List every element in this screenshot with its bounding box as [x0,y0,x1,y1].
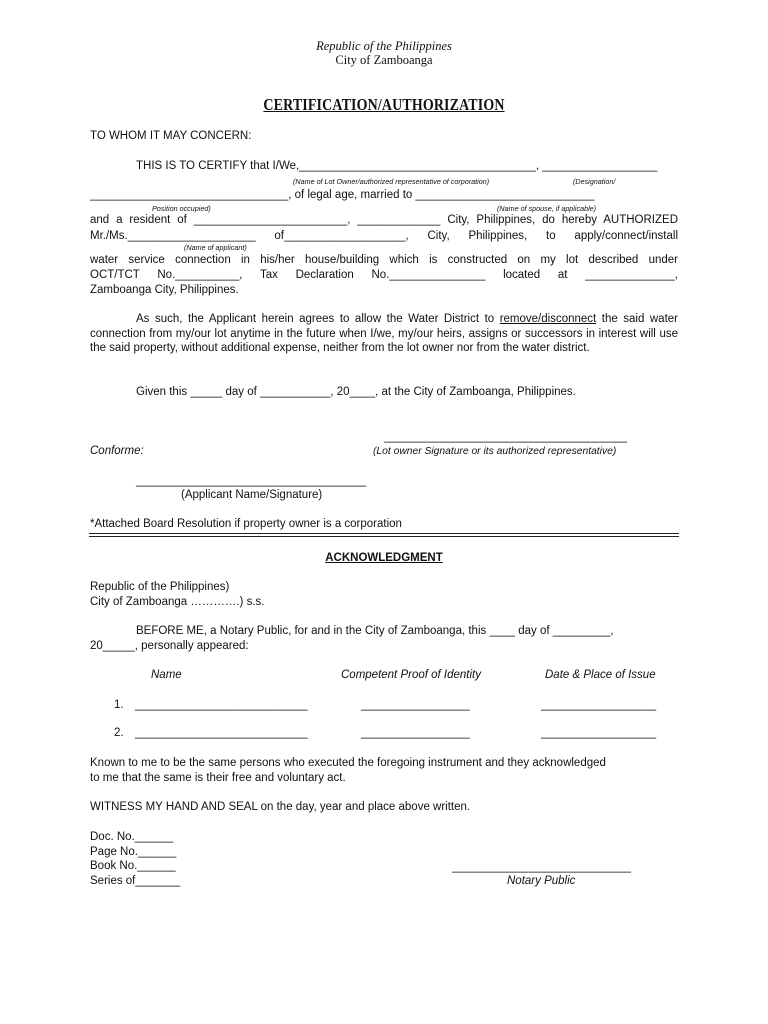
note-lot-owner: (Name of Lot Owner/authorized representative of corporation) [293,177,490,186]
notary-signature-line: ____________________________ [452,861,632,873]
divider-top [89,533,679,534]
column-proof-of-identity: Competent Proof of Identity [341,669,481,681]
certify-line-3: and a resident of ________________________, _____________ City, Philippines, do hereby AUTHORIZED [90,214,678,226]
agreement-text-1: As such, the Applicant herein agrees to allow the Water District to [136,313,500,325]
row-1-proof: _________________ [361,699,470,711]
agreement-remove-disconnect: remove/disconnect [499,313,597,325]
note-applicant: (Name of applicant) [184,243,247,252]
ack-city: City of Zamboanga ………….) s.s. [90,596,265,608]
document-title: CERTIFICATION/AUTHORIZATION [263,95,505,114]
row-1-name: ___________________________ [135,699,308,711]
page-no: Page No.______ [90,846,177,858]
certify-line-2: _______________________________, of legal age, married to ____________________________ [90,189,595,201]
certify-line-7: Zamboanga City, Philippines. [90,284,239,296]
conforme-label: Conforme: [90,445,144,457]
note-position: Position occupied) [152,204,211,213]
agreement-paragraph [90,312,678,356]
agreement-text-2: the said water connection from my/our lot anytime in the future when I/we, my/our heirs, assigns or successors in interest will use the said property, without additional expense, neither from the lot owner nor from the water district. [90,313,678,354]
salutation: TO WHOM IT MAY CONCERN: [90,130,252,142]
note-spouse: (Name of spouse, if applicable) [497,204,597,213]
certify-line-5: water service connection in his/her house/building which is constructed on my lot described under [90,254,678,266]
row-2-date: __________________ [541,727,657,739]
witness-line: WITNESS MY HAND AND SEAL on the day, year and place above written. [90,801,471,813]
divider-bottom [89,536,679,537]
known-line-2: to me that the same is their free and voluntary act. [90,772,346,784]
row-2-proof: _________________ [361,727,470,739]
before-me-line-1: BEFORE ME, a Notary Public, for and in the City of Zamboanga, this ____ day of _________, [136,625,614,637]
column-name: Name [151,669,182,681]
header-republic: Republic of the Philippines [316,39,452,53]
known-line-1: Known to me to be the same persons who executed the foregoing instrument and they acknowledged [90,757,606,769]
certify-line-4: Mr./Ms.____________________ of___________________, City, Philippines, to apply/connect/install [90,230,678,242]
row-1-number: 1. [114,699,124,711]
certify-line-1: THIS IS TO CERTIFY that I/We,_____________________________________, __________________ [136,160,658,172]
note-designation: (Designation/ [573,177,616,186]
book-no: Book No.______ [90,860,176,872]
owner-signature-line: ______________________________________ [384,431,628,443]
attached-board-resolution-note: *Attached Board Resolution if property owner is a corporation [90,518,402,530]
owner-signature-label: (Lot owner Signature or its authorized representative) [373,446,617,457]
series-of: Series of_______ [90,875,181,887]
applicant-signature-line: ____________________________________ [136,475,367,487]
certify-line-6: OCT/TCT No.__________, Tax Declaration No._______________ located at ______________, [90,269,678,281]
column-date-place-issue: Date & Place of Issue [545,669,656,681]
acknowledgment-heading: ACKNOWLEDGMENT [325,552,443,564]
given-line: Given this _____ day of ___________, 20____, at the City of Zamboanga, Philippines. [136,386,576,398]
row-1-date: __________________ [541,699,657,711]
notary-public-label: Notary Public [507,875,576,887]
row-2-number: 2. [114,727,124,739]
ack-republic: Republic of the Philippines) [90,581,230,593]
before-me-line-2: 20_____, personally appeared: [90,640,249,652]
doc-no: Doc. No.______ [90,831,174,843]
row-2-name: ___________________________ [135,727,308,739]
applicant-signature-label: (Applicant Name/Signature) [181,489,323,501]
header-city: City of Zamboanga [335,53,433,67]
